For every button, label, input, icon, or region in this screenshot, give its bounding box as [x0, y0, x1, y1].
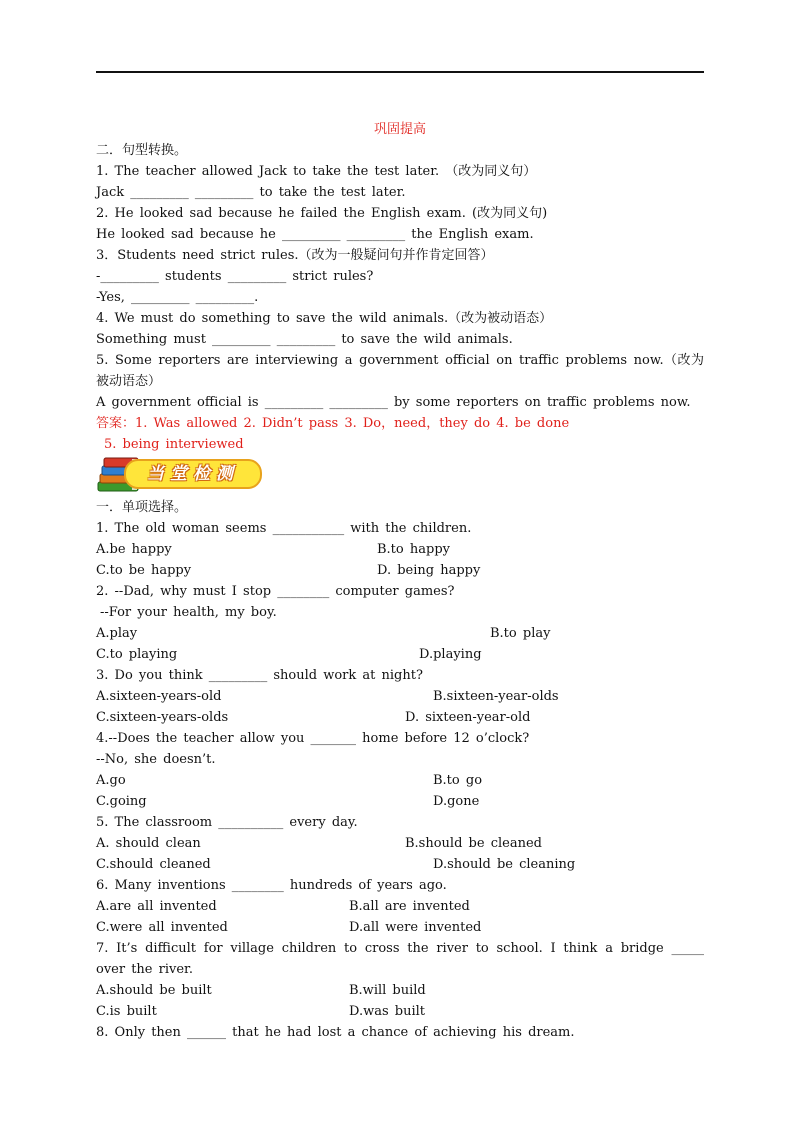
q6-text: 6. Many inventions ________ hundreds of years ago. [96, 878, 447, 893]
q7-option-d: D.was built [349, 1004, 426, 1019]
q4-option-a: A.go [96, 773, 126, 788]
p2-line-1: 1. The teacher allowed Jack to take the test later. （改为同义句） [96, 164, 537, 179]
section-banner [96, 455, 262, 495]
q7-text: 7. It’s difficult for village children to cross the river to school. I think a bridge _____ over the river. [96, 941, 704, 977]
p2-line-4: He looked sad because he _________ _________ the English exam. [96, 227, 534, 242]
q2-option-a: A.play [96, 626, 138, 641]
p2-line-9: Something must _________ _________ to save the wild animals. [96, 332, 513, 347]
q2-reply: --For your health, my boy. [100, 605, 277, 620]
q3-option-b: B.sixteen-year-olds [433, 689, 559, 704]
q1-option-b: B.to happy [377, 542, 450, 557]
q8-text: 8. Only then ______ that he had lost a chance of achieving his dream. [96, 1025, 575, 1040]
q7-option-a: A.should be built [96, 983, 212, 998]
banner-plate [124, 459, 262, 489]
q2-option-c: C.to playing [96, 647, 178, 662]
q3-option-a: A.sixteen-years-old [96, 689, 222, 704]
p2-line-8: 4. We must do something to save the wild animals.（改为被动语态） [96, 311, 553, 326]
q5-option-c: C.should cleaned [96, 857, 211, 872]
header-rule [96, 71, 704, 73]
section-title: 巩固提高 [373, 122, 426, 137]
q2-text: 2. --Dad, why must I stop ________ computer games? [96, 584, 455, 599]
answer-key-line-1: 答案：1. Was allowed 2. Didn’t pass 3. Do，need，they do 4. be done [96, 416, 570, 431]
q3-option-c: C.sixteen-years-olds [96, 710, 229, 725]
q4-reply: --No, she doesn’t. [96, 752, 216, 767]
part2-heading: 二．句型转换。 [96, 143, 188, 158]
p2-line-3: 2. He looked sad because he failed the English exam. (改为同义句) [96, 206, 548, 221]
banner-text: 当堂检测 [147, 464, 239, 484]
q2-option-b: B.to play [490, 626, 551, 641]
p2-line-5: 3．Students need strict rules.（改为一般疑问句并作肯定回答） [96, 248, 494, 263]
q4-option-c: C.going [96, 794, 147, 809]
q5-option-b: B.should be cleaned [405, 836, 542, 851]
p2-line-7: -Yes, _________ _________. [96, 290, 259, 305]
q7-option-c: C.is built [96, 1004, 157, 1019]
answer-key-line-2: 5. being interviewed [104, 437, 244, 452]
part1-heading: 一．单项选择。 [96, 500, 188, 515]
q1-text: 1. The old woman seems ___________ with the children. [96, 521, 472, 536]
q1-option-c: C.to be happy [96, 563, 192, 578]
q1-option-a: A.be happy [96, 542, 172, 557]
q4-option-b: B.to go [433, 773, 483, 788]
p2-q5-text: 5. Some reporters are interviewing a government official on traffic problems now.（改为被动语态） [96, 353, 704, 389]
q6-option-b: B.all are invented [349, 899, 470, 914]
q6-option-c: C.were all invented [96, 920, 228, 935]
q5-option-d: D.should be cleaning [433, 857, 576, 872]
q1-option-d: D. being happy [377, 563, 481, 578]
p2-q5-answer-line: A government official is _________ _________ by some reporters on traffic problems now. [96, 395, 691, 410]
q4-option-d: D.gone [433, 794, 480, 809]
q5-option-a: A. should clean [96, 836, 201, 851]
p2-line-6: -_________ students _________ strict rules? [96, 269, 374, 284]
p2-line-2: Jack _________ _________ to take the test later. [96, 185, 406, 200]
q4-text: 4.--Does the teacher allow you _______ home before 12 o’clock? [96, 731, 530, 746]
q5-text: 5. The classroom __________ every day. [96, 815, 358, 830]
q2-option-d: D.playing [419, 647, 482, 662]
q3-text: 3. Do you think _________ should work at night? [96, 668, 423, 683]
q7-option-b: B.will build [349, 983, 426, 998]
q6-option-a: A.are all invented [96, 899, 217, 914]
q3-option-d: D. sixteen-year-old [405, 710, 531, 725]
q6-option-d: D.all were invented [349, 920, 482, 935]
